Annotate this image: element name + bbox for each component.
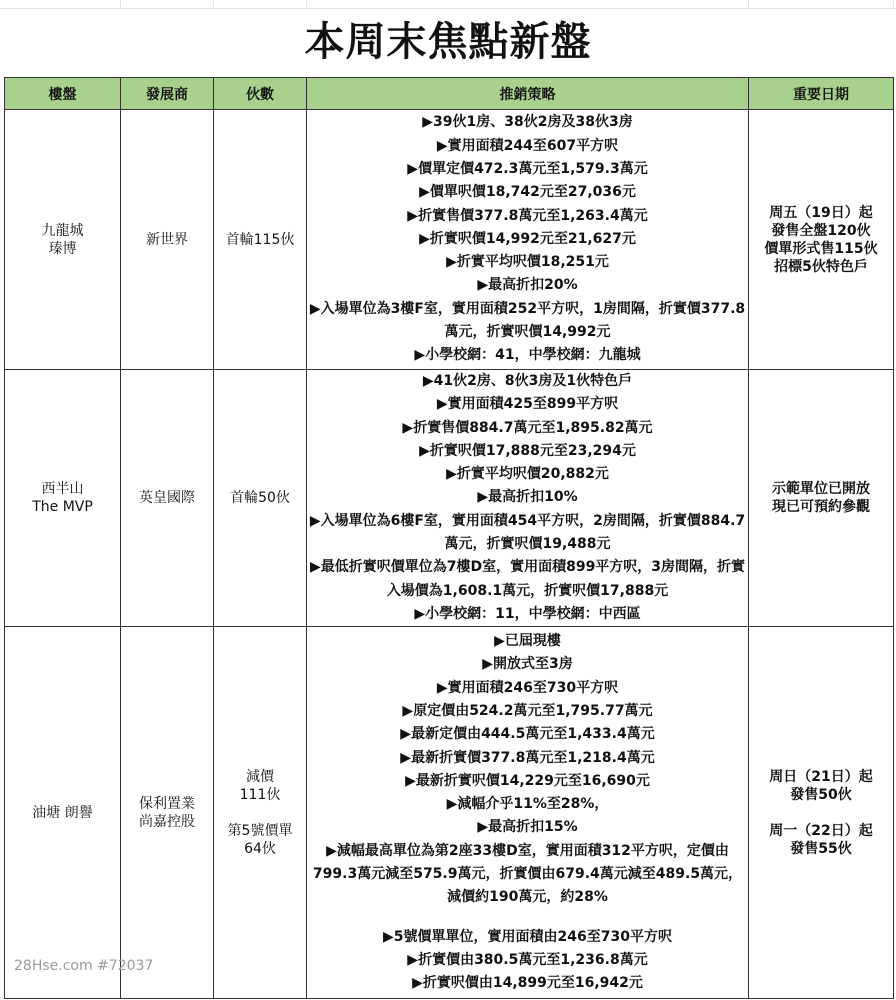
- estate-cell: [5, 110, 121, 370]
- estate-cell: [5, 370, 121, 627]
- strategy-item: ▶折實平均呎價20,882元: [446, 466, 609, 483]
- strategy-cell: [307, 110, 749, 370]
- developer-name: 新世界: [146, 231, 188, 248]
- strategy-item: ▶折實呎價由14,899元至16,942元: [412, 975, 643, 992]
- units-spacer: [214, 804, 306, 822]
- estate-cell: [5, 627, 121, 999]
- units-line: 64伙: [244, 840, 276, 857]
- table-row: [5, 370, 894, 627]
- watermark: 28Hse.com #72037: [14, 958, 154, 974]
- developer-cell: [121, 627, 214, 999]
- date-line: 周一（22日）起: [769, 822, 873, 839]
- strategy-item: ▶折實呎價14,992元至21,627元: [419, 230, 636, 247]
- developer-name: 保利置業: [139, 795, 195, 812]
- strategy-item: ▶價單呎價18,742元至27,036元: [419, 184, 636, 201]
- units-count: 首輪115伙: [225, 231, 295, 248]
- strategy-item: ▶減幅介乎11%至28%，: [446, 796, 609, 813]
- units-line: 減價: [246, 768, 274, 785]
- strategy-item: ▶小學校網：11，中學校網：中西區: [414, 605, 641, 622]
- table-header-row: [5, 78, 894, 110]
- strategy-item: ▶入場單位為3樓F室，實用面積252平方呎，1房間隔，折實價377.8萬元，折實呎價14,992元: [309, 300, 746, 341]
- strategy-item: ▶原定價由524.2萬元至1,795.77萬元: [402, 702, 653, 719]
- strategy-item: ▶開放式至3房: [482, 656, 573, 673]
- strategy-item: ▶41伙2房、8伙3房及1伙特色戶: [422, 373, 633, 389]
- header-dates: 重要日期: [749, 78, 894, 110]
- strategy-item: ▶價單定價472.3萬元至1,579.3萬元: [407, 160, 648, 177]
- strategy-item: ▶實用面積425至899平方呎: [436, 396, 619, 413]
- header-units: 伙數: [214, 78, 307, 110]
- estate-name-line: 油塘 朗譽: [32, 804, 93, 821]
- strategy-item: ▶入場單位為6樓F室，實用面積454平方呎，2房間隔，折實價884.7萬元，折實呎價19,488元: [309, 512, 746, 553]
- strategy-item: ▶最新定價由444.5萬元至1,433.4萬元: [400, 726, 655, 743]
- date-line: 發售55伙: [790, 840, 852, 857]
- estate-name-line: 九龍城: [41, 222, 84, 239]
- strategy-item: ▶最低折實呎價單位為7樓D室，實用面積899平方呎，3房間隔，折實入場價為1,608.1萬元，折實呎價17,888元: [309, 559, 746, 599]
- page-title: 本周末焦點新盤: [304, 18, 592, 65]
- strategy-item: ▶實用面積246至730平方呎: [436, 679, 619, 696]
- property-table: [4, 77, 894, 999]
- developer-name: 英皇國際: [139, 490, 195, 507]
- strategy-item: ▶最新折實呎價14,229元至16,690元: [405, 772, 650, 789]
- strategy-item: ▶39伙1房、38伙2房及38伙3房: [422, 114, 633, 131]
- dates-spacer: [749, 804, 893, 822]
- date-line: 發售全盤120伙: [771, 222, 871, 239]
- units-cell: [214, 110, 307, 370]
- spreadsheet-gridlines: [0, 0, 896, 9]
- units-line: 111伙: [239, 786, 281, 803]
- table-row: [5, 110, 894, 370]
- date-line: 周日（21日）起: [769, 768, 873, 785]
- developer-cell: [121, 370, 214, 627]
- header-strategy: 推銷策略: [307, 78, 749, 110]
- estate-name-line: 瑧博: [48, 240, 77, 257]
- dates-cell: [749, 370, 894, 627]
- developer-cell: [121, 110, 214, 370]
- date-line: 發售50伙: [790, 786, 852, 803]
- strategy-item: ▶折實售價884.7萬元至1,895.82萬元: [402, 419, 653, 436]
- strategy-spacer: [307, 910, 748, 926]
- date-line: 招標5伙特色戶: [774, 258, 868, 275]
- strategy-item: ▶實用面積244至607平方呎: [436, 137, 619, 154]
- strategy-item: ▶小學校網：41，中學校網：九龍城: [414, 347, 641, 364]
- strategy-item: ▶折實平均呎價18,251元: [446, 254, 609, 271]
- header-developer: 發展商: [121, 78, 214, 110]
- strategy-item: ▶減幅最高單位為第2座33樓D室，實用面積312平方呎，定價由799.3萬元減至575.9萬元，折實價由679.4萬元減至489.5萬元，減價約190萬元，約28%: [312, 842, 743, 906]
- strategy-item: ▶已屆現樓: [494, 633, 561, 650]
- estate-name-line: The MVP: [32, 499, 93, 516]
- units-line: 第5號價單: [227, 822, 293, 839]
- strategy-item: ▶最高折扣10%: [477, 489, 578, 506]
- strategy-item: ▶折實價由380.5萬元至1,236.8萬元: [407, 951, 648, 968]
- table-row: [5, 627, 894, 999]
- units-cell: [214, 627, 307, 999]
- units-count: 首輪50伙: [230, 490, 290, 507]
- date-line: 價單形式售115伙: [764, 240, 878, 257]
- date-line: 現已可預約參觀: [772, 499, 870, 516]
- strategy-item: ▶最高折扣15%: [477, 819, 578, 836]
- estate-name-line: 西半山: [41, 481, 84, 498]
- units-cell: [214, 370, 307, 627]
- strategy-item: ▶最高折扣20%: [477, 277, 578, 294]
- dates-cell: [749, 627, 894, 999]
- date-line: 示範單位已開放: [772, 481, 870, 498]
- date-line: 周五（19日）起: [769, 204, 873, 221]
- developer-name: 尚嘉控股: [139, 813, 195, 830]
- strategy-item: ▶折實呎價17,888元至23,294元: [419, 442, 636, 459]
- strategy-item: ▶5號價單單位，實用面積由246至730平方呎: [383, 928, 672, 945]
- dates-cell: [749, 110, 894, 370]
- header-estate: 樓盤: [5, 78, 121, 110]
- strategy-cell: [307, 627, 749, 999]
- strategy-item: ▶最新折實價377.8萬元至1,218.4萬元: [400, 749, 655, 766]
- strategy-cell: [307, 370, 749, 627]
- strategy-item: ▶折實售價377.8萬元至1,263.4萬元: [407, 207, 648, 224]
